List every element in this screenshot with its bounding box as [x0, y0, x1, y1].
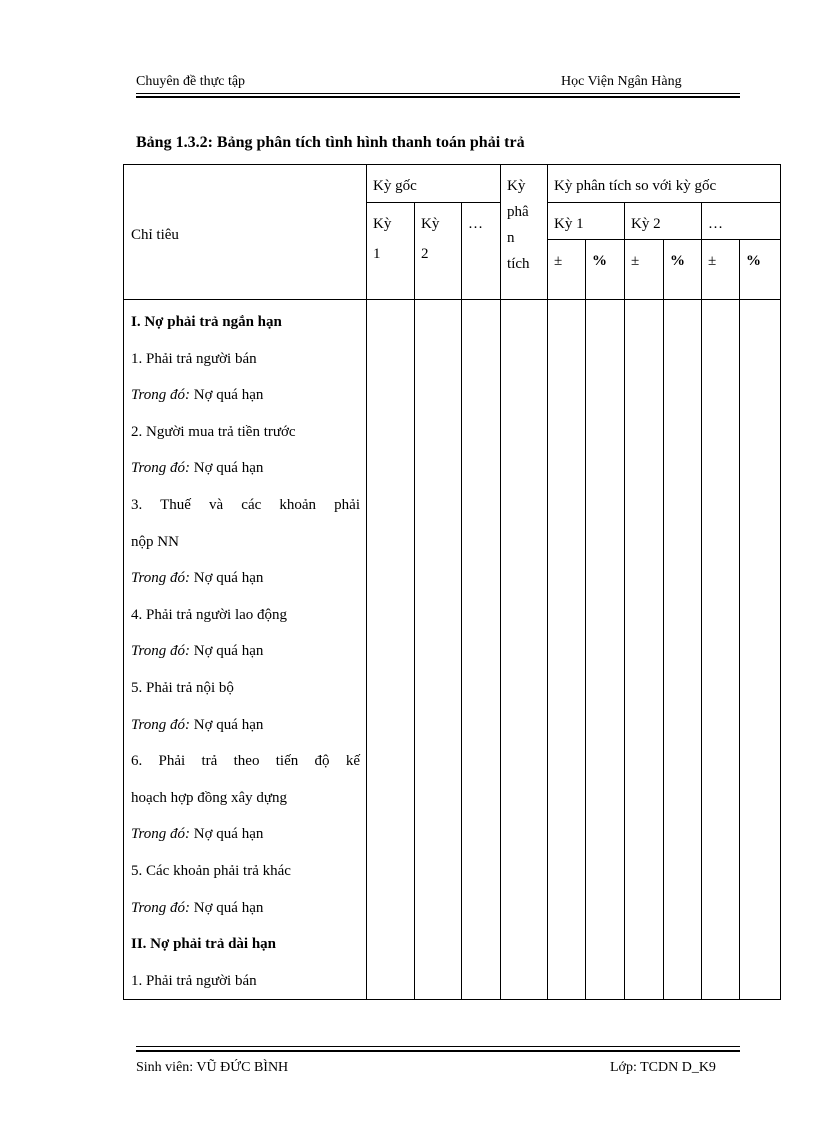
trong-do-label: Trong đó: [131, 716, 191, 733]
row-no-ngan-han: I. Nợ phải trả ngắn hạn [131, 314, 282, 330]
header-so-voi-ky-goc: Kỳ phân tích so với kỳ gốc [548, 165, 781, 203]
header-sv-ky1: Kỳ 1 [548, 203, 625, 240]
ky-goc-ky1-line-1: Kỳ [373, 216, 392, 232]
row-trong-do-4 [131, 633, 360, 670]
row-thue-line-2: nộp NN [131, 533, 179, 550]
no-qua-han-label: Nợ quá hạn [190, 643, 264, 660]
row-nguoi-lao-dong: 4. Phải trả người lao động [131, 606, 288, 623]
trong-do-label: Trong đó: [131, 570, 191, 587]
table-caption: Bảng 1.3.2: Bảng phân tích tình hình thanh toán phải trả [136, 134, 525, 151]
header-more-pct: % [740, 240, 781, 300]
value-col-ky2-pm [625, 300, 664, 1000]
value-col-ky1-pm [548, 300, 586, 1000]
row-no-dai-han: II. Nợ phải trả dài hạn [131, 936, 277, 953]
header-ky-goc-ky1 [367, 203, 415, 300]
no-qua-han-label: Nợ quá hạn [190, 460, 264, 477]
ky-phan-tich-line-3: n [507, 230, 515, 246]
no-qua-han-label: Nợ quá hạn [190, 826, 264, 843]
header-right: Học Viện Ngân Hàng [561, 74, 682, 89]
header-sv-ky2: Kỳ 2 [625, 203, 702, 240]
header-ky1-pct: % [586, 240, 625, 300]
ky-phan-tich-line-2: phâ [507, 204, 529, 220]
no-qua-han-label: Nợ quá hạn [190, 716, 264, 733]
row-noi-bo: 5. Phải trả nội bộ [131, 679, 234, 696]
row-trong-do-7 [131, 890, 360, 927]
row-trong-do-6 [131, 816, 360, 853]
header-ky2-pct: % [664, 240, 702, 300]
trong-do-label: Trong đó: [131, 899, 191, 916]
footer-right: Lớp: TCDN D_K9 [610, 1060, 716, 1075]
row-trong-do-5 [131, 707, 360, 744]
header-left: Chuyên đề thực tập [136, 74, 246, 89]
header-more-pm: ± [702, 240, 740, 300]
payables-analysis-table [123, 164, 781, 1000]
header-rule-thick [136, 96, 740, 98]
trong-do-label: Trong đó: [131, 643, 191, 660]
header-ky2-pm: ± [625, 240, 664, 300]
row-phai-tra-khac: 5. Các khoản phải trả khác [131, 862, 291, 879]
header-ky1-pm: ± [548, 240, 586, 300]
footer-rule-thick [136, 1050, 740, 1052]
trong-do-label: Trong đó: [131, 387, 191, 404]
trong-do-label: Trong đó: [131, 826, 191, 843]
row-tien-do-line-1: 6. Phải trả theo tiến độ kế [131, 753, 360, 770]
ky-goc-ky2-line-2: 2 [421, 246, 429, 262]
value-col-more-pm [702, 300, 740, 1000]
row-tien-do-line-2: hoạch hợp đồng xây dựng [131, 789, 288, 806]
header-ky-goc: Kỳ gốc [367, 165, 501, 203]
row-trong-do-2 [131, 450, 360, 487]
header-ky-goc-more: … [462, 203, 501, 300]
header-ky-goc-ky2 [415, 203, 462, 300]
value-col-ky1-pct [586, 300, 625, 1000]
row-trong-do-1 [131, 377, 360, 414]
ky-goc-ky2-line-1: Kỳ [421, 216, 440, 232]
footer-rule-thin [136, 1046, 740, 1047]
trong-do-label: Trong đó: [131, 460, 191, 477]
row-labels [124, 300, 367, 1000]
ky-phan-tich-line-1: Kỳ [507, 178, 526, 194]
value-col-ky-goc-2 [415, 300, 462, 1000]
no-qua-han-label: Nợ quá hạn [190, 899, 264, 916]
header-ky-phan-tich [501, 165, 548, 300]
value-col-ky-goc-more [462, 300, 501, 1000]
footer-left: Sinh viên: VŨ ĐỨC BÌNH [136, 1060, 289, 1075]
ky-phan-tich-line-4: tích [507, 256, 530, 272]
value-col-more-pct [740, 300, 781, 1000]
no-qua-han-label: Nợ quá hạn [190, 387, 264, 404]
row-dai-han-nguoi-ban: 1. Phải trả người bán [131, 972, 257, 989]
ky-goc-ky1-line-2: 1 [373, 246, 381, 262]
header-rule-thin [136, 93, 740, 94]
row-thue-line-1: 3. Thuế và các khoản phải [131, 496, 360, 513]
header-sv-more: … [702, 203, 781, 240]
value-col-ky2-pct [664, 300, 702, 1000]
row-nguoi-mua-tra-truoc: 2. Người mua trả tiền trước [131, 423, 296, 440]
row-trong-do-3 [131, 560, 360, 597]
row-phai-tra-nguoi-ban: 1. Phải trả người bán [131, 350, 257, 367]
no-qua-han-label: Nợ quá hạn [190, 570, 264, 587]
value-col-ky-phan-tich [501, 300, 548, 1000]
value-col-ky-goc-1 [367, 300, 415, 1000]
header-chi-tieu: Chỉ tiêu [124, 165, 367, 300]
